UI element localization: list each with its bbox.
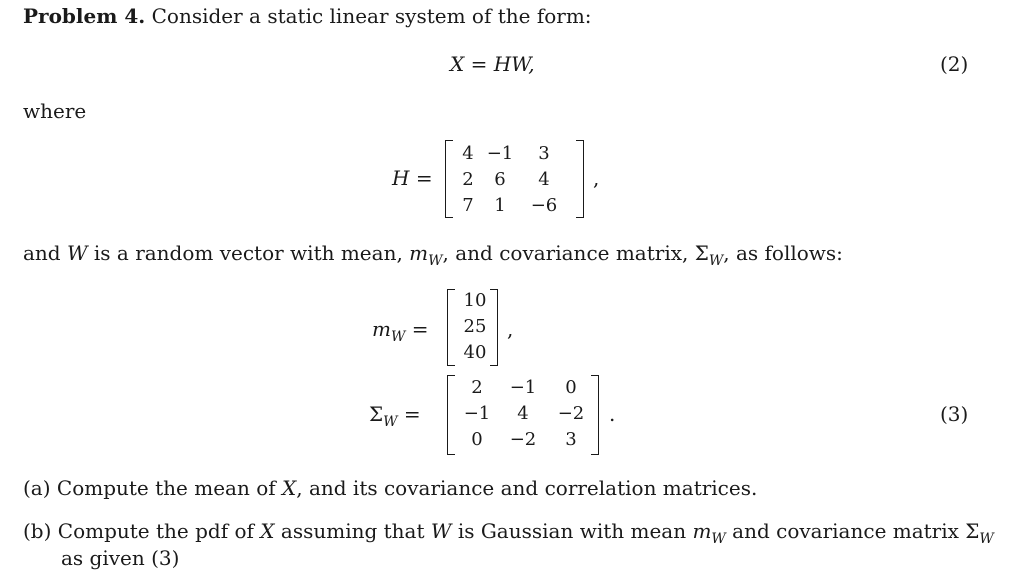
h-matrix-cell-r2c2: 6 — [494, 169, 506, 190]
h-matrix-cell-r2c3: 4 — [538, 169, 550, 190]
mw-sub: W — [390, 329, 406, 345]
sentence-m: m — [409, 241, 429, 265]
part-b-sigma-sub: W — [979, 531, 994, 547]
h-trailing-comma: , — [593, 166, 600, 190]
sentence-mid: is a random vector with mean, — [93, 241, 403, 265]
part-b-x: X — [260, 519, 275, 543]
h-label — [392, 166, 433, 190]
mw-symbol: m — [372, 317, 391, 341]
part-b-m: m — [692, 519, 712, 543]
h-matrix-cell-r2c1: 2 — [462, 169, 474, 190]
mw-vector-cell-r2c1: 25 — [463, 316, 487, 337]
sigma-matrix-cell-r2c3: −2 — [557, 403, 585, 424]
sigma-matrix-cell-r1c2: −1 — [509, 377, 537, 398]
sentence-end: , as follows: — [723, 241, 843, 265]
sentence-and: and — [23, 241, 61, 265]
sigma-right-bracket — [591, 375, 599, 455]
sigma-symbol: Σ — [369, 402, 384, 426]
equation-number-2: (2) — [940, 52, 969, 76]
sigma-trailing-period: . — [609, 402, 616, 426]
mw-vector-cell-r3c1: 40 — [463, 342, 487, 363]
sigma-matrix-cell-r1c3: 0 — [565, 377, 577, 398]
mw-vector-cell-r1c1: 10 — [463, 290, 487, 311]
h-left-bracket — [445, 140, 453, 218]
equation-number-3: (3) — [940, 402, 969, 426]
part-b-text3: is Gaussian with mean — [457, 519, 687, 543]
part-b-line2: as given (3) — [61, 546, 180, 570]
h-matrix-cell-r1c3: 3 — [538, 143, 550, 164]
sigma-matrix-cell-r3c1: 0 — [471, 429, 483, 450]
eq2-rhs: HW, — [493, 52, 535, 76]
sigma-matrix-cell-r1c1: 2 — [471, 377, 483, 398]
part-a-text2: , and its covariance and correlation matrices. — [296, 476, 758, 500]
mw-trailing-comma: , — [507, 317, 514, 341]
part-b-text2: assuming that — [280, 519, 425, 543]
sigma-left-bracket — [447, 375, 455, 455]
sentence-mid2: , and covariance matrix, — [442, 241, 689, 265]
h-matrix — [454, 141, 570, 219]
where-text: where — [23, 99, 87, 123]
part-b-label: (b) — [23, 519, 52, 543]
definition-sentence — [23, 241, 843, 269]
h-right-bracket — [576, 140, 584, 218]
problem-heading: Problem 4. — [23, 4, 146, 28]
h-matrix-cell-r1c2: −1 — [486, 143, 514, 164]
part-a-x: X — [282, 476, 297, 500]
mw-label — [372, 317, 428, 345]
part-b-text4: and covariance matrix — [732, 519, 959, 543]
part-b-sigma: Σ — [965, 519, 980, 543]
sentence-sigma: Σ — [694, 241, 709, 265]
mw-vector — [456, 288, 494, 366]
eq2-equals: = — [470, 52, 488, 76]
eq2-lhs: X — [450, 52, 465, 76]
h-matrix-cell-r3c3: −6 — [530, 195, 558, 216]
part-a-label: (a) — [23, 476, 51, 500]
mw-right-bracket — [490, 289, 498, 366]
sigma-equals: = — [403, 402, 421, 426]
part-a-text1: Compute the mean of — [56, 476, 276, 500]
mw-equals: = — [411, 317, 429, 341]
part-b-m-sub: W — [711, 531, 726, 547]
h-symbol: H — [392, 166, 410, 190]
problem-intro: Consider a static linear system of the form: — [151, 4, 592, 28]
part-b-w: W — [430, 519, 452, 543]
part-a — [23, 476, 757, 500]
sigma-matrix-cell-r3c3: 3 — [565, 429, 577, 450]
problem-statement — [23, 4, 592, 28]
sigma-matrix-cell-r2c1: −1 — [463, 403, 491, 424]
sigma-matrix-cell-r2c2: 4 — [517, 403, 529, 424]
h-matrix-cell-r3c1: 7 — [462, 195, 474, 216]
equation-2 — [450, 52, 535, 76]
h-matrix-cell-r1c1: 4 — [462, 143, 474, 164]
sigma-matrix-cell-r3c2: −2 — [509, 429, 537, 450]
sigma-sub: W — [383, 414, 398, 430]
mw-left-bracket — [447, 289, 455, 366]
sigma-matrix — [457, 375, 593, 453]
part-b — [23, 519, 994, 547]
sentence-m-sub: W — [428, 253, 443, 269]
sigma-label — [369, 402, 421, 430]
part-b-text1: Compute the pdf of — [57, 519, 254, 543]
h-equals: = — [415, 166, 433, 190]
sentence-sigma-sub: W — [708, 253, 724, 269]
sentence-w: W — [66, 241, 88, 265]
h-matrix-cell-r3c2: 1 — [494, 195, 506, 216]
